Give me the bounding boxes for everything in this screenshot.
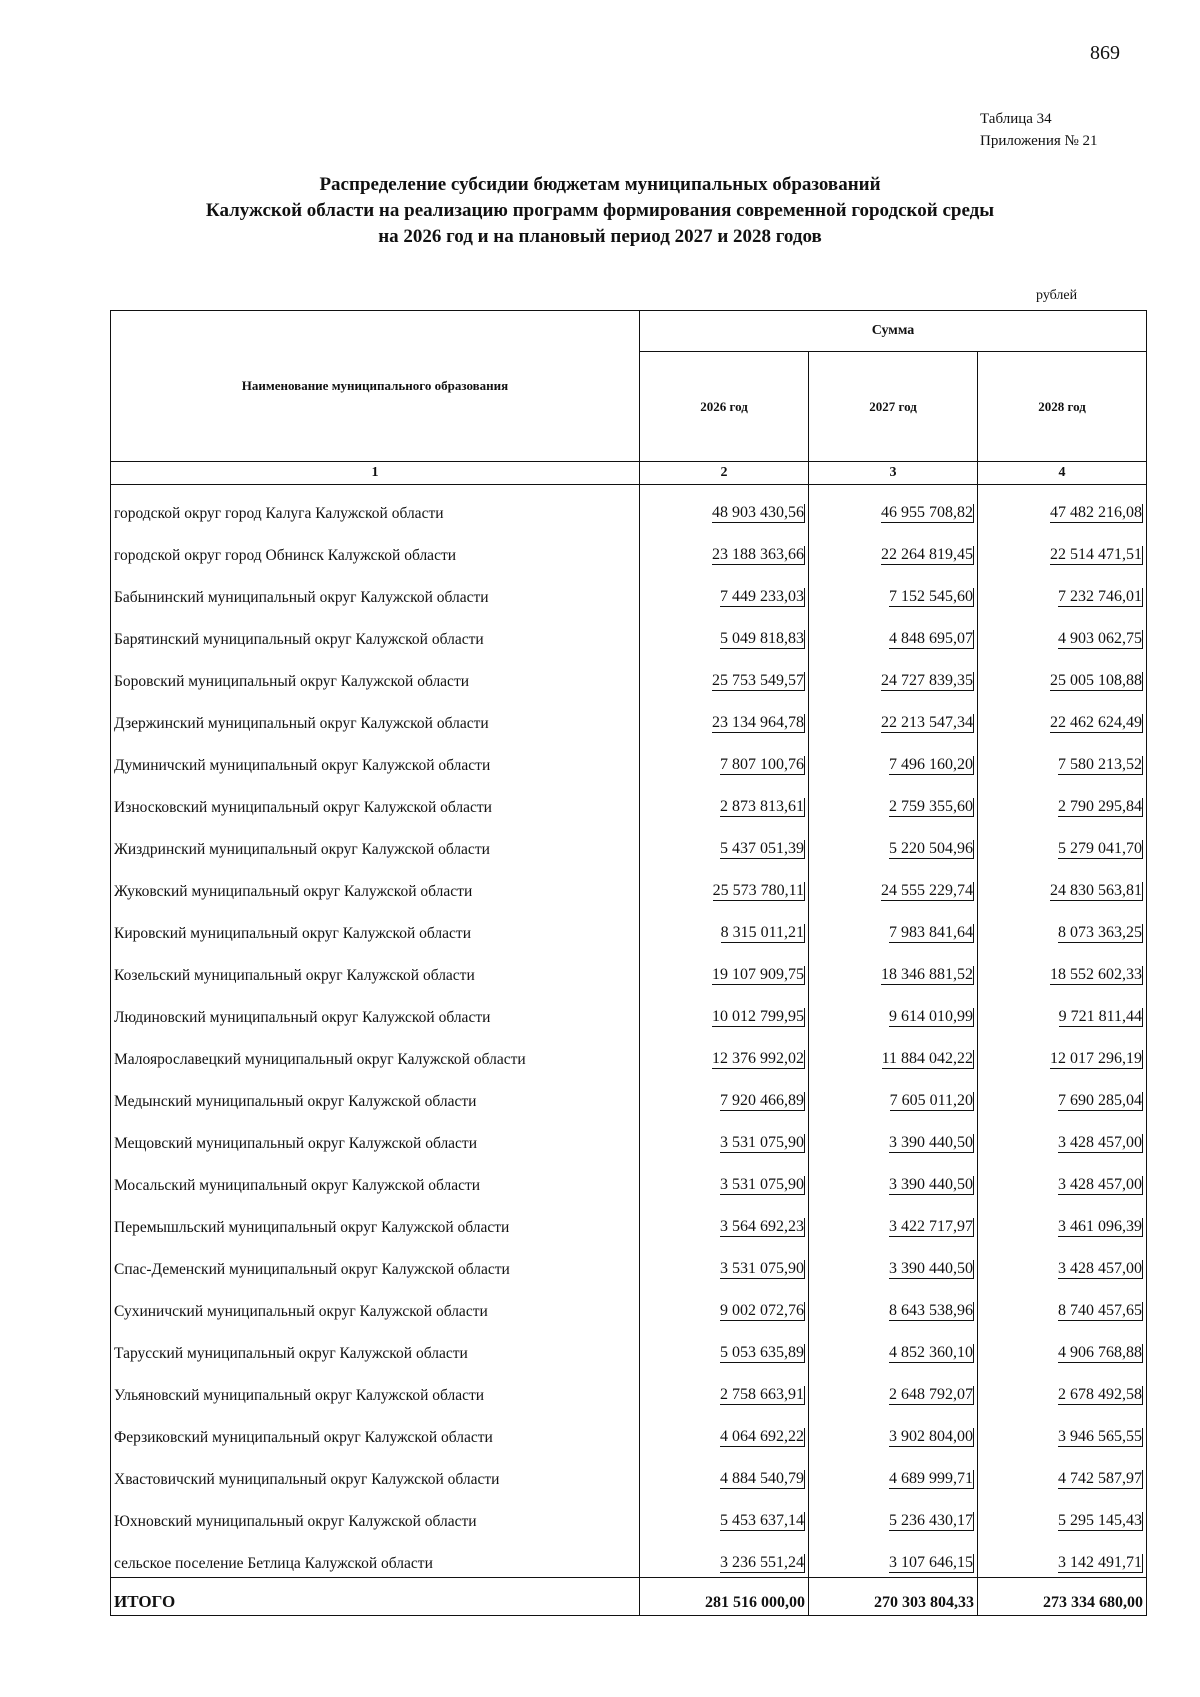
amount-2026 [640,527,809,569]
amount-value: 11 884 042,22 [881,1050,973,1067]
amount-value: 7 232 746,01 [1058,588,1143,605]
table-row [111,1535,1147,1578]
amount-2028 [978,1493,1147,1535]
column-header-2028: 2028 год [978,352,1147,462]
amount-value: 5 220 504,96 [889,840,973,857]
amount-2028 [978,863,1147,905]
municipality-name: Мосальский муниципальный округ Калужской области [111,1157,640,1199]
amount-value: 25 753 549,57 [712,672,804,689]
table-row [111,821,1147,863]
table-row [111,527,1147,569]
table-row [111,1493,1147,1535]
amount-value: 3 390 440,50 [889,1260,973,1277]
amount-value: 3 564 692,23 [720,1218,804,1235]
amount-value: 2 678 492,58 [1058,1386,1143,1403]
amount-2027 [809,1199,978,1241]
table-row [111,485,1147,528]
amount-2028 [978,1325,1147,1367]
amount-value: 46 955 708,82 [881,504,973,521]
municipality-name: городской округ город Обнинск Калужской области [111,527,640,569]
amount-2027 [809,863,978,905]
amount-2026 [640,737,809,779]
amount-2028 [978,1451,1147,1493]
amount-2026 [640,611,809,653]
appendix-label: Приложения № 21 [980,133,1098,149]
amount-value: 4 742 587,97 [1058,1470,1143,1487]
amount-2027 [809,1367,978,1409]
amount-value: 5 053 635,89 [720,1344,804,1361]
amount-value: 7 605 011,20 [889,1092,973,1109]
amount-value: 24 830 563,81 [1050,882,1143,899]
municipality-name: Бабынинский муниципальный округ Калужской области [111,569,640,611]
amount-value: 8 073 363,25 [1058,924,1143,941]
amount-2027 [809,1325,978,1367]
amount-2027 [809,947,978,989]
amount-value: 7 449 233,03 [720,588,804,605]
amount-value: 18 552 602,33 [1050,966,1143,983]
amount-2028 [978,737,1147,779]
amount-2027 [809,695,978,737]
amount-2026 [640,1157,809,1199]
amount-2028 [978,1115,1147,1157]
total-label: ИТОГО [111,1578,640,1616]
amount-2026 [640,653,809,695]
amount-value: 7 920 466,89 [720,1092,804,1109]
amount-2026 [640,989,809,1031]
table-row [111,905,1147,947]
column-header-sum: Сумма [640,311,1147,352]
table-label: Таблица 34 [980,111,1052,127]
amount-2026 [640,947,809,989]
municipality-name: Барятинский муниципальный округ Калужской области [111,611,640,653]
amount-2027 [809,569,978,611]
column-header-name: Наименование муниципального образования [111,311,640,462]
page-number: 869 [1090,42,1120,64]
title-line-2: Калужской области на реализацию программ формирования современной городской среды [205,200,995,221]
table-row [111,1115,1147,1157]
table-row [111,653,1147,695]
table-row [111,737,1147,779]
amount-value: 3 902 804,00 [889,1428,973,1445]
amount-2026 [640,905,809,947]
municipality-name: Думиничский муниципальный округ Калужской области [111,737,640,779]
amount-value: 48 903 430,56 [712,504,804,521]
amount-value: 5 295 145,43 [1058,1512,1143,1529]
municipality-name: Медынский муниципальный округ Калужской области [111,1073,640,1115]
table-row [111,863,1147,905]
table-reference [980,108,1098,152]
municipality-name: Ульяновский муниципальный округ Калужской области [111,1367,640,1409]
amount-value: 24 727 839,35 [881,672,973,689]
amount-value: 5 453 637,14 [720,1512,804,1529]
table-row [111,989,1147,1031]
amount-2028 [978,1157,1147,1199]
amount-value: 12 376 992,02 [712,1050,804,1067]
amount-value: 23 188 363,66 [712,546,804,563]
municipality-name: сельское поселение Бетлица Калужской области [111,1535,640,1578]
title-line-1: Распределение субсидии бюджетам муниципальных образований [319,174,881,195]
amount-2026 [640,1367,809,1409]
amount-2028 [978,611,1147,653]
municipality-name: Людиновский муниципальный округ Калужской области [111,989,640,1031]
amount-value: 2 648 792,07 [889,1386,973,1403]
amount-value: 10 012 799,95 [712,1008,804,1025]
amount-2028 [978,1241,1147,1283]
municipality-name: Спас-Деменский муниципальный округ Калужской области [111,1241,640,1283]
amount-2027 [809,1283,978,1325]
title-line-3: на 2026 год и на плановый период 2027 и 2028 годов [378,226,822,247]
column-number: 4 [978,462,1147,485]
amount-2026 [640,1325,809,1367]
amount-2027 [809,611,978,653]
amount-value: 25 005 108,88 [1050,672,1143,689]
municipality-name: городской округ город Калуга Калужской области [111,485,640,528]
table-row [111,1283,1147,1325]
amount-2028 [978,1409,1147,1451]
table-row [111,1199,1147,1241]
document-title [120,172,1080,250]
amount-value: 8 315 011,21 [720,924,804,941]
municipality-name: Малоярославецкий муниципальный округ Калужской области [111,1031,640,1073]
amount-value: 18 346 881,52 [881,966,973,983]
amount-value: 3 428 457,00 [1058,1176,1143,1193]
municipality-name: Козельский муниципальный округ Калужской области [111,947,640,989]
amount-value: 4 884 540,79 [720,1470,804,1487]
amount-2026 [640,863,809,905]
units-label: рублей [1036,288,1078,303]
amount-value: 3 531 075,90 [720,1176,804,1193]
amount-value: 8 740 457,65 [1058,1302,1143,1319]
amount-value: 22 213 547,34 [881,714,973,731]
amount-2027 [809,821,978,863]
amount-value: 5 236 430,17 [889,1512,973,1529]
table-row [111,1325,1147,1367]
total-row [111,1578,1147,1616]
municipality-name: Мещовский муниципальный округ Калужской области [111,1115,640,1157]
table-row [111,611,1147,653]
amount-2027 [809,1115,978,1157]
amount-2026 [640,779,809,821]
amount-value: 3 390 440,50 [889,1176,973,1193]
amount-value: 4 064 692,22 [720,1428,804,1445]
municipality-name: Тарусский муниципальный округ Калужской области [111,1325,640,1367]
amount-2026 [640,1493,809,1535]
amount-value: 23 134 964,78 [712,714,804,731]
amount-value: 2 790 295,84 [1058,798,1143,815]
amount-value: 25 573 780,11 [712,882,804,899]
amount-value: 4 852 360,10 [889,1344,973,1361]
amount-2026 [640,1409,809,1451]
column-header-2026: 2026 год [640,352,809,462]
amount-2027 [809,485,978,528]
amount-2027 [809,779,978,821]
municipality-name: Юхновский муниципальный округ Калужской области [111,1493,640,1535]
amount-value: 3 531 075,90 [720,1134,804,1151]
amount-value: 3 946 565,55 [1058,1428,1143,1445]
municipality-name: Жуковский муниципальный округ Калужской области [111,863,640,905]
amount-2026 [640,1241,809,1283]
amount-2027 [809,1493,978,1535]
amount-2027 [809,1451,978,1493]
municipality-name: Жиздринский муниципальный округ Калужской области [111,821,640,863]
amount-2028 [978,653,1147,695]
amount-value: 7 807 100,76 [720,756,804,773]
amount-value: 22 264 819,45 [881,546,973,563]
amount-value: 7 496 160,20 [889,756,973,773]
amount-2028 [978,779,1147,821]
amount-2026 [640,1199,809,1241]
table-row [111,569,1147,611]
column-header-2027: 2027 год [809,352,978,462]
amount-value: 5 279 041,70 [1058,840,1143,857]
amount-2028 [978,485,1147,528]
amount-2028 [978,569,1147,611]
amount-2028 [978,1031,1147,1073]
amount-value: 8 643 538,96 [889,1302,973,1319]
amount-2026 [640,485,809,528]
amount-value: 5 049 818,83 [720,630,804,647]
total-2028: 273 334 680,00 [978,1578,1147,1616]
table-row [111,695,1147,737]
amount-2026 [640,1451,809,1493]
amount-value: 2 758 663,91 [720,1386,804,1403]
total-2026: 281 516 000,00 [640,1578,809,1616]
column-number: 3 [809,462,978,485]
amount-value: 9 002 072,76 [720,1302,804,1319]
municipality-name: Кировский муниципальный округ Калужской области [111,905,640,947]
amount-value: 3 531 075,90 [720,1260,804,1277]
table-row [111,947,1147,989]
amount-value: 22 462 624,49 [1050,714,1143,731]
amount-2027 [809,653,978,695]
amount-value: 3 107 646,15 [889,1554,973,1571]
amount-2027 [809,1409,978,1451]
amount-2026 [640,1031,809,1073]
amount-2027 [809,1241,978,1283]
table-row [111,1409,1147,1451]
amount-value: 9 614 010,99 [889,1008,973,1025]
amount-value: 12 017 296,19 [1050,1050,1143,1067]
amount-2028 [978,821,1147,863]
total-2027: 270 303 804,33 [809,1578,978,1616]
table-body [111,485,1147,1578]
table-row [111,1451,1147,1493]
amount-value: 4 906 768,88 [1058,1344,1143,1361]
amount-value: 9 721 811,44 [1058,1008,1143,1025]
amount-2028 [978,989,1147,1031]
amount-2027 [809,989,978,1031]
amount-value: 7 983 841,64 [889,924,973,941]
amount-value: 22 514 471,51 [1050,546,1143,563]
amount-value: 7 690 285,04 [1058,1092,1143,1109]
amount-value: 4 689 999,71 [889,1470,973,1487]
amount-2026 [640,569,809,611]
amount-value: 3 142 491,71 [1058,1554,1143,1571]
amount-2028 [978,1199,1147,1241]
amount-value: 47 482 216,08 [1050,504,1143,521]
amount-2027 [809,905,978,947]
subsidy-table [110,310,1147,1616]
table-row [111,1367,1147,1409]
column-number: 2 [640,462,809,485]
amount-value: 4 903 062,75 [1058,630,1143,647]
amount-value: 2 759 355,60 [889,798,973,815]
amount-value: 3 236 551,24 [720,1554,804,1571]
municipality-name: Сухиничский муниципальный округ Калужской области [111,1283,640,1325]
amount-2026 [640,1073,809,1115]
amount-2026 [640,1535,809,1578]
amount-2026 [640,1283,809,1325]
table-row [111,1157,1147,1199]
amount-value: 5 437 051,39 [720,840,804,857]
amount-2028 [978,1367,1147,1409]
amount-2028 [978,695,1147,737]
amount-2027 [809,527,978,569]
amount-value: 3 428 457,00 [1058,1134,1143,1151]
amount-value: 3 428 457,00 [1058,1260,1143,1277]
amount-value: 4 848 695,07 [889,630,973,647]
municipality-name: Перемышльский муниципальный округ Калужской области [111,1199,640,1241]
municipality-name: Дзержинский муниципальный округ Калужской области [111,695,640,737]
amount-value: 3 461 096,39 [1058,1218,1143,1235]
amount-2027 [809,1073,978,1115]
amount-2027 [809,737,978,779]
amount-value: 24 555 229,74 [881,882,973,899]
table-row [111,1031,1147,1073]
amount-value: 3 422 717,97 [889,1218,973,1235]
amount-2028 [978,1283,1147,1325]
amount-2028 [978,1535,1147,1578]
municipality-name: Износковский муниципальный округ Калужской области [111,779,640,821]
amount-2028 [978,1073,1147,1115]
amount-value: 7 152 545,60 [889,588,973,605]
amount-2026 [640,695,809,737]
column-number: 1 [111,462,640,485]
amount-value: 19 107 909,75 [712,966,804,983]
municipality-name: Боровский муниципальный округ Калужской области [111,653,640,695]
amount-2026 [640,1115,809,1157]
table-row [111,1241,1147,1283]
amount-2028 [978,947,1147,989]
amount-value: 2 873 813,61 [720,798,804,815]
table-row [111,1073,1147,1115]
amount-2027 [809,1157,978,1199]
municipality-name: Ферзиковский муниципальный округ Калужской области [111,1409,640,1451]
amount-2028 [978,527,1147,569]
amount-2027 [809,1031,978,1073]
table-row [111,779,1147,821]
municipality-name: Хвастовичский муниципальный округ Калужской области [111,1451,640,1493]
amount-value: 7 580 213,52 [1058,756,1143,773]
amount-2026 [640,821,809,863]
amount-2028 [978,905,1147,947]
amount-2027 [809,1535,978,1578]
amount-value: 3 390 440,50 [889,1134,973,1151]
